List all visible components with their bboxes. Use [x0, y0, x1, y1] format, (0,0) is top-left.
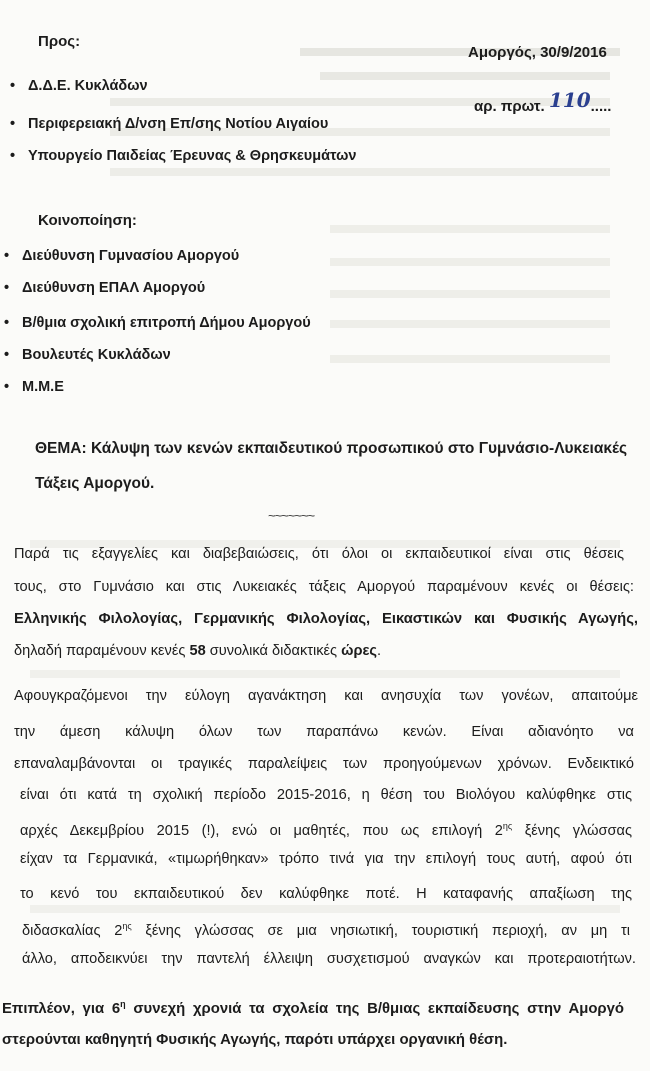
list-item: [4, 315, 311, 331]
list-item: [4, 379, 64, 395]
bullet: •: [4, 379, 10, 395]
text-line: Αφουγκραζόμενοι την εύλογη αγανάκτηση και ανησυχία των γονέων, απαιτούμε: [14, 688, 638, 704]
recipient-text: Δ.Δ.Ε. Κυκλάδων: [28, 78, 148, 94]
text-span: .: [377, 643, 382, 659]
protocol-label: αρ. πρωτ.: [474, 98, 545, 115]
text-span: Επιπλέον, για 6: [2, 1000, 121, 1017]
list-item: [10, 148, 356, 164]
text-span: ξένης γλώσσας: [512, 822, 632, 839]
list-item: [4, 280, 205, 296]
text-line: στερούνται καθηγητή Φυσικής Αγωγής, παρότι υπάρχει οργανική θέση.: [2, 1032, 508, 1048]
text-line: άλλο, αποδεικνύει την παντελή έλλειψη συσχετισμού αναγκών και προτεραιοτήτων.: [22, 951, 636, 967]
bullet: •: [4, 315, 10, 331]
cc-label: Κοινοποίηση:: [38, 212, 137, 229]
subject-line-2: Τάξεις Αμοργού.: [35, 475, 155, 492]
superscript: ης: [122, 921, 132, 931]
divider: ~~~~~~~: [268, 508, 315, 523]
text-line: είχαν τα Γερμανικά, «τιμωρήθηκαν» τρόπο τινά για την επιλογή τους αυτή, αφού ότι: [20, 851, 632, 867]
text-line: [2, 990, 624, 1024]
text-span: δηλαδή παραμένουν κενές: [14, 643, 190, 659]
superscript: ης: [502, 821, 513, 831]
place-date: Αμοργός, 30/9/2016: [468, 44, 607, 61]
text-line: τους, στο Γυμνάσιο και στις Λυκειακές τάξεις Αμοργού παραμένουν κενές οι θέσεις:: [14, 579, 634, 595]
bullet: •: [4, 280, 10, 296]
bullet: •: [10, 148, 16, 164]
text-span: ώρες: [341, 643, 378, 659]
bullet: •: [10, 78, 16, 94]
hours-number: 58: [189, 643, 206, 659]
bullet: •: [4, 347, 10, 363]
bullet: •: [10, 116, 16, 132]
bullet: •: [4, 248, 10, 264]
recipient-text: Περιφερειακή Δ/νση Επ/σης Νοτίου Αιγαίου: [28, 116, 329, 132]
text-line: το κενό του εκπαιδευτικού δεν καλύφθηκε ποτέ. Η καταφανής απαξίωση της: [20, 886, 632, 902]
text-line: την άμεση κάλυψη όλων των παραπάνω κενών. Είναι αδιανόητο να: [14, 724, 634, 740]
text-span: αρχές Δεκεμβρίου 2015 (!), ενώ οι μαθητές, που ως επιλογή 2: [20, 822, 503, 839]
list-item: [4, 347, 171, 363]
text-line: επαναλαμβάνονται οι τραγικές παραλείψεις των προηγούμενων χρόνων. Ενδεικτικό: [14, 756, 634, 772]
protocol-line: [474, 88, 612, 116]
list-item: [10, 116, 328, 132]
superscript: η: [120, 999, 126, 1009]
cc-text: Μ.Μ.Ε: [22, 379, 64, 395]
text-line: [20, 812, 632, 846]
text-line: [14, 637, 381, 666]
text-span: ξένης γλώσσας σε μια νησιωτική, τουριστική περιοχή, αν μη τι: [131, 922, 630, 939]
text-line: [22, 912, 630, 946]
text-line: Παρά τις εξαγγελίες και διαβεβαιώσεις, ότι όλοι οι εκπαιδευτικοί είναι στις θέσεις: [14, 546, 624, 562]
cc-text: Διεύθυνση Γυμνασίου Αμοργού: [22, 248, 240, 264]
text-span: διδασκαλίας 2: [22, 922, 123, 939]
text-line: Ελληνικής Φιλολογίας, Γερμανικής Φιλολογίας, Εικαστικών και Φυσικής Αγωγής,: [14, 611, 638, 627]
cc-text: Διεύθυνση ΕΠΑΛ Αμοργού: [22, 280, 206, 296]
cc-text: Βουλευτές Κυκλάδων: [22, 347, 171, 363]
recipient-text: Υπουργείο Παιδείας Έρευνας & Θρησκευμάτων: [28, 148, 357, 164]
list-item: [4, 248, 239, 264]
text-line: είναι ότι κατά τη σχολική περίοδο 2015-2016, η θέση του Βιολόγου καλύφθηκε στις: [20, 787, 632, 803]
text-span: συνεχή χρονιά τα σχολεία της Β/θμιας εκπαίδευσης στην Αμοργό: [125, 1000, 625, 1017]
protocol-number: 110: [548, 88, 591, 112]
text-span: συνολικά διδακτικές: [205, 643, 342, 659]
to-label: Προς:: [38, 33, 81, 50]
cc-text: Β/θμια σχολική επιτροπή Δήμου Αμοργού: [22, 315, 311, 331]
subject-line-1: ΘΕΜΑ: Κάλυψη των κενών εκπαιδευτικού προσωπικού στο Γυμνάσιο-Λυκειακές: [35, 440, 628, 457]
protocol-dots: .....: [590, 98, 612, 115]
list-item: [10, 78, 148, 94]
